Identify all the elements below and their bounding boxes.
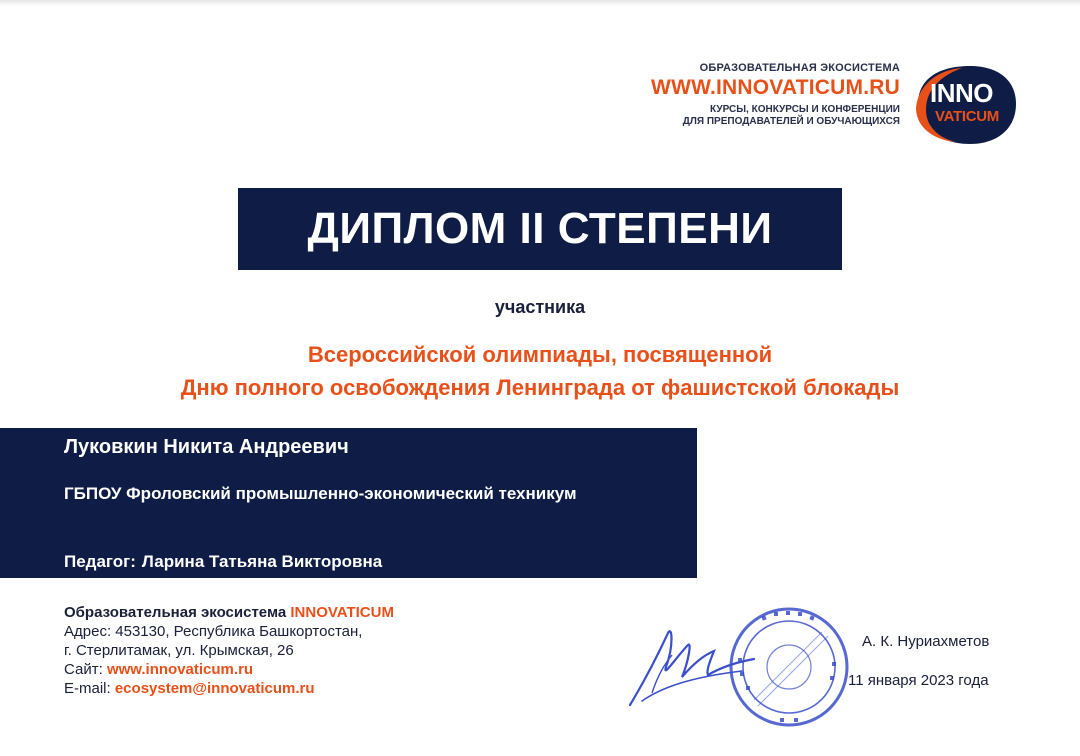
- footer-email-link[interactable]: ecosystem@innovaticum.ru: [114, 680, 315, 697]
- brand-block: [590, 62, 900, 128]
- logo-text-inno: INNO: [930, 78, 993, 108]
- event-line-1: Всероссийской олимпиады, посвященной: [307, 342, 773, 367]
- teacher-line: [64, 552, 388, 572]
- footer-site-line: [64, 660, 394, 679]
- diploma-title-banner: [238, 188, 842, 270]
- brand-tagline-1: КУРСЫ, КОНКУРСЫ И КОНФЕРЕНЦИИ: [710, 104, 900, 115]
- footer-org-prefix: Образовательная экосистема: [64, 604, 287, 621]
- signer-name: А. К. Нуриахметов: [862, 633, 990, 650]
- stamp-icon: [724, 602, 854, 732]
- page-top-edge: [0, 0, 1080, 6]
- footer-email-label: E-mail:: [64, 680, 111, 697]
- event-name: [0, 338, 1080, 404]
- issue-date: 11 января 2023 года: [848, 672, 989, 689]
- recipient-organization: ГБПОУ Фроловский промышленно-экономический техникум: [64, 484, 577, 503]
- recipient-name: Луковкин Никита Андреевич: [64, 436, 349, 458]
- footer-org-name: INNOVATICUM: [290, 604, 394, 621]
- brand-site: WWW.INNOVATICUM.RU: [651, 76, 900, 99]
- diploma-title: ДИПЛОМ II СТЕПЕНИ: [307, 204, 773, 253]
- recipient-block: [0, 428, 697, 578]
- footer-site-label: Сайт:: [64, 661, 103, 678]
- footer-email-line: [64, 679, 394, 698]
- logo-text-vaticum: VATICUM: [935, 108, 1000, 125]
- teacher-name: Ларина Татьяна Викторовна: [141, 552, 383, 571]
- footer-org-line: [64, 603, 394, 622]
- participant-label: участника: [494, 297, 586, 317]
- ecosystem-label: ОБРАЗОВАТЕЛЬНАЯ ЭКОСИСТЕМА: [699, 62, 900, 74]
- event-line-2: Дню полного освобождения Ленинграда от фашистской блокады: [180, 375, 900, 400]
- footer-address-2: г. Стерлитамак, ул. Крымская, 26: [64, 642, 294, 659]
- footer-site-link[interactable]: www.innovaticum.ru: [106, 661, 254, 678]
- teacher-label: Педагог:: [64, 552, 136, 571]
- contact-info: [64, 603, 394, 698]
- brand-tagline-2: ДЛЯ ПРЕПОДАВАТЕЛЕЙ И ОБУЧАЮЩИХСЯ: [682, 116, 900, 127]
- footer-address-1: Адрес: 453130, Республика Башкортостан,: [64, 623, 363, 640]
